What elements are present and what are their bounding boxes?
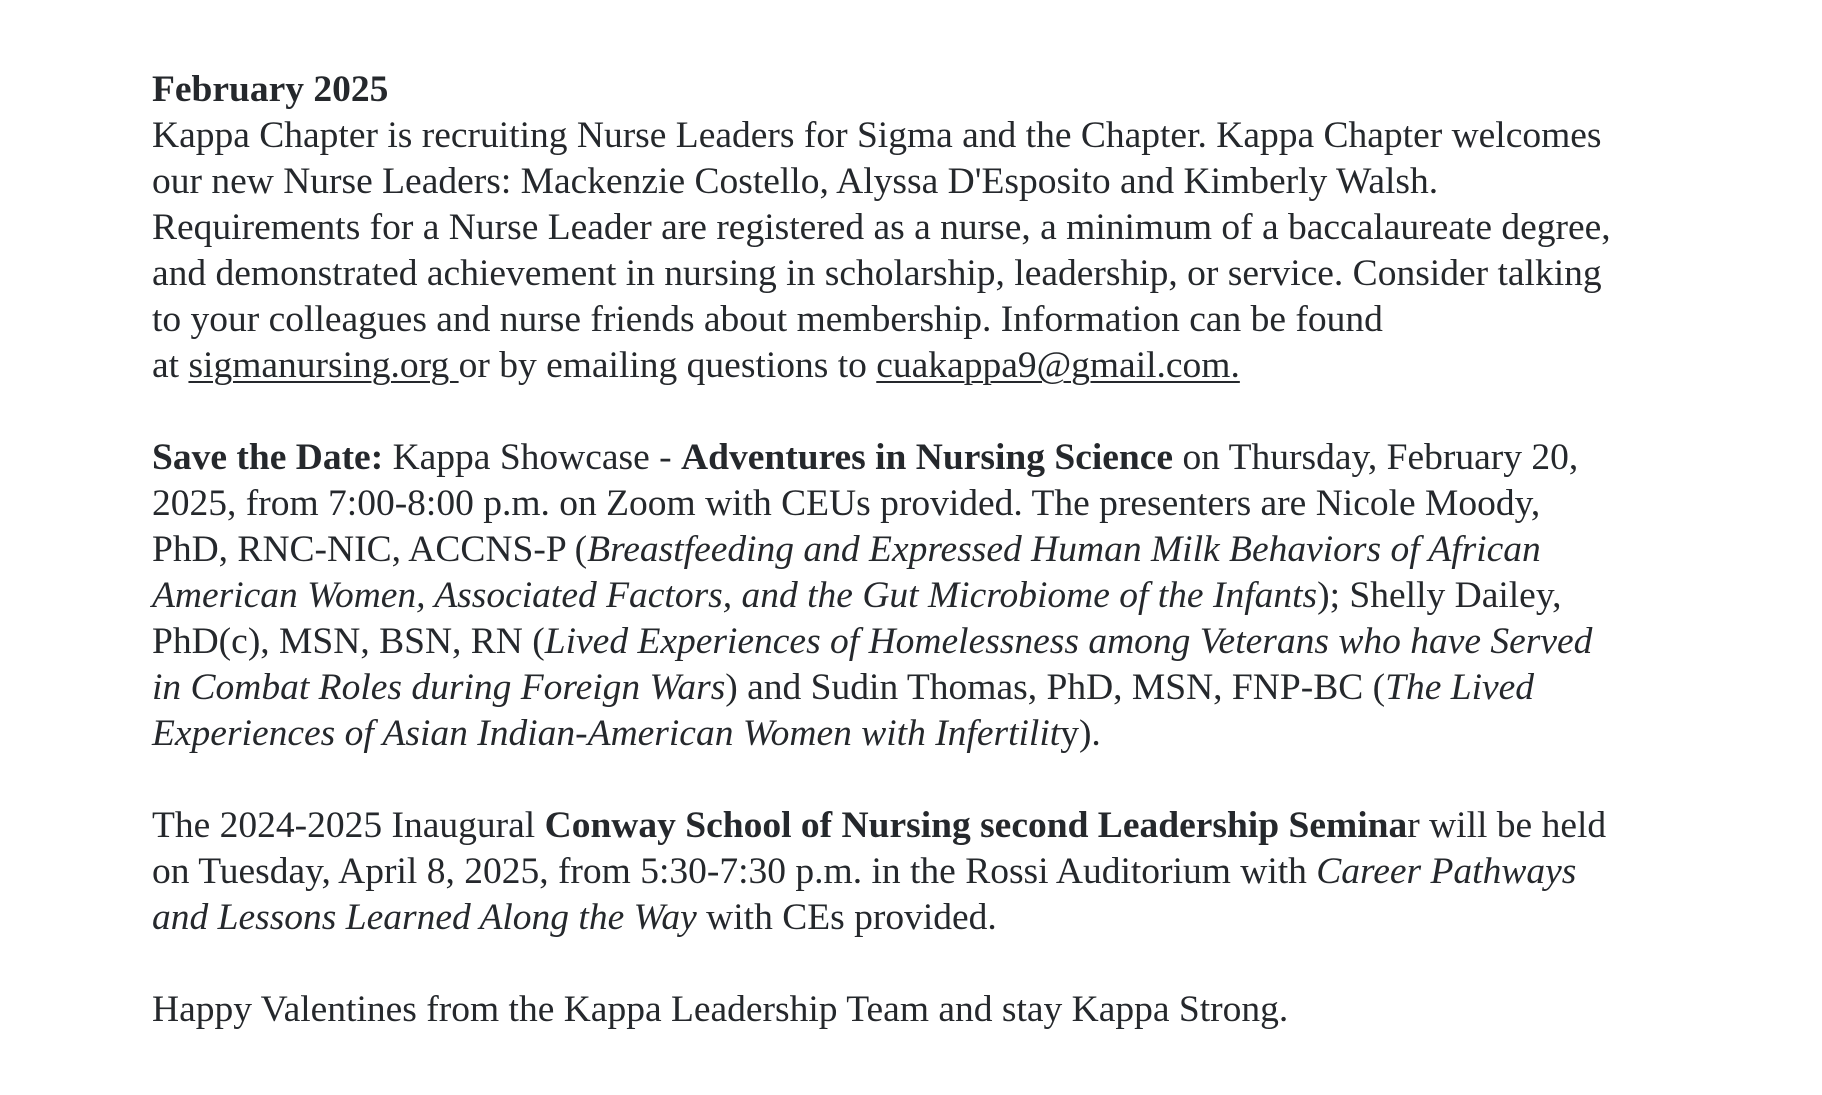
bold-text: Save the Date: xyxy=(152,437,384,478)
text-line xyxy=(152,297,1611,343)
text-line xyxy=(152,573,1611,619)
document-body xyxy=(152,67,1611,1033)
text-run: Kappa Chapter is recruiting Nurse Leaders for Sigma and the Chapter. Kappa Chapter welcomes xyxy=(152,115,1602,156)
text-line xyxy=(152,711,1611,757)
bold-text: Conway School of Nursing second Leadership Semina xyxy=(544,805,1408,846)
paragraphs-container xyxy=(152,113,1611,1033)
text-run: at xyxy=(152,345,189,386)
text-run: y). xyxy=(1060,713,1101,754)
text-run: The 2024-2025 Inaugural xyxy=(152,805,545,846)
text-line xyxy=(152,159,1611,205)
text-line xyxy=(152,619,1611,665)
email-link[interactable]: cuakappa9@gmail.com. xyxy=(876,345,1240,386)
paragraph-spacer xyxy=(152,757,1611,803)
text-run: ); Shelly Dailey, xyxy=(1317,575,1562,616)
paragraph-spacer xyxy=(152,941,1611,987)
italic-text: Lived Experiences of Homelessness among Veterans who have Served xyxy=(544,621,1593,662)
text-line xyxy=(152,251,1611,297)
paragraph-spacer xyxy=(152,389,1611,435)
text-run: 2025, from 7:00-8:00 p.m. on Zoom with CEUs provided. The presenters are Nicole Moody, xyxy=(152,483,1541,524)
bold-text: Adventures in Nursing Science xyxy=(681,437,1174,478)
text-line xyxy=(152,113,1611,159)
italic-text: and Lessons Learned Along the Way xyxy=(152,897,697,938)
text-line xyxy=(152,987,1611,1033)
sigmanursing-link[interactable]: sigmanursing.org xyxy=(188,345,459,386)
text-line xyxy=(152,435,1611,481)
italic-text: in Combat Roles during Foreign Wars xyxy=(152,667,726,708)
leadership-seminar-paragraph xyxy=(152,803,1611,941)
text-line xyxy=(152,803,1611,849)
italic-text: The Lived xyxy=(1385,667,1535,708)
text-run: PhD(c), MSN, BSN, RN ( xyxy=(152,621,545,662)
save-the-date-paragraph xyxy=(152,435,1611,757)
text-line xyxy=(152,205,1611,251)
recruiting-paragraph xyxy=(152,113,1611,389)
text-run: on Thursday, February 20, xyxy=(1173,437,1579,478)
text-run: Kappa Showcase - xyxy=(383,437,682,478)
text-line xyxy=(152,665,1611,711)
text-run: r will be held xyxy=(1407,805,1607,846)
text-run: Requirements for a Nurse Leader are registered as a nurse, a minimum of a baccalaureate degree, xyxy=(152,207,1611,248)
text-line xyxy=(152,849,1611,895)
text-run: on Tuesday, April 8, 2025, from 5:30-7:30 p.m. in the Rossi Auditorium with xyxy=(152,851,1317,892)
valentines-paragraph xyxy=(152,987,1611,1033)
text-line xyxy=(152,343,1611,389)
document-title: February 2025 xyxy=(152,69,389,110)
text-run: PhD, RNC-NIC, ACCNS-P ( xyxy=(152,529,588,570)
text-run: to your colleagues and nurse friends about membership. Information can be found xyxy=(152,299,1383,340)
text-run: and demonstrated achievement in nursing in scholarship, leadership, or service. Consider talking xyxy=(152,253,1602,294)
italic-text: Career Pathways xyxy=(1316,851,1577,892)
text-run: ) and Sudin Thomas, PhD, MSN, FNP-BC ( xyxy=(725,667,1386,708)
text-line xyxy=(152,895,1611,941)
italic-text: Experiences of Asian Indian-American Women with Infertilit xyxy=(152,713,1061,754)
italic-text: Breastfeeding and Expressed Human Milk Behaviors of African xyxy=(587,529,1541,570)
text-run: Happy Valentines from the Kappa Leadership Team and stay Kappa Strong. xyxy=(152,989,1289,1030)
text-run: with CEs provided. xyxy=(696,897,997,938)
text-run: our new Nurse Leaders: Mackenzie Costello, Alyssa D'Esposito and Kimberly Walsh. xyxy=(152,161,1439,202)
text-line xyxy=(152,481,1611,527)
text-line xyxy=(152,527,1611,573)
italic-text: American Women, Associated Factors, and the Gut Microbiome of the Infants xyxy=(152,575,1318,616)
text-run: or by emailing questions to xyxy=(458,345,877,386)
